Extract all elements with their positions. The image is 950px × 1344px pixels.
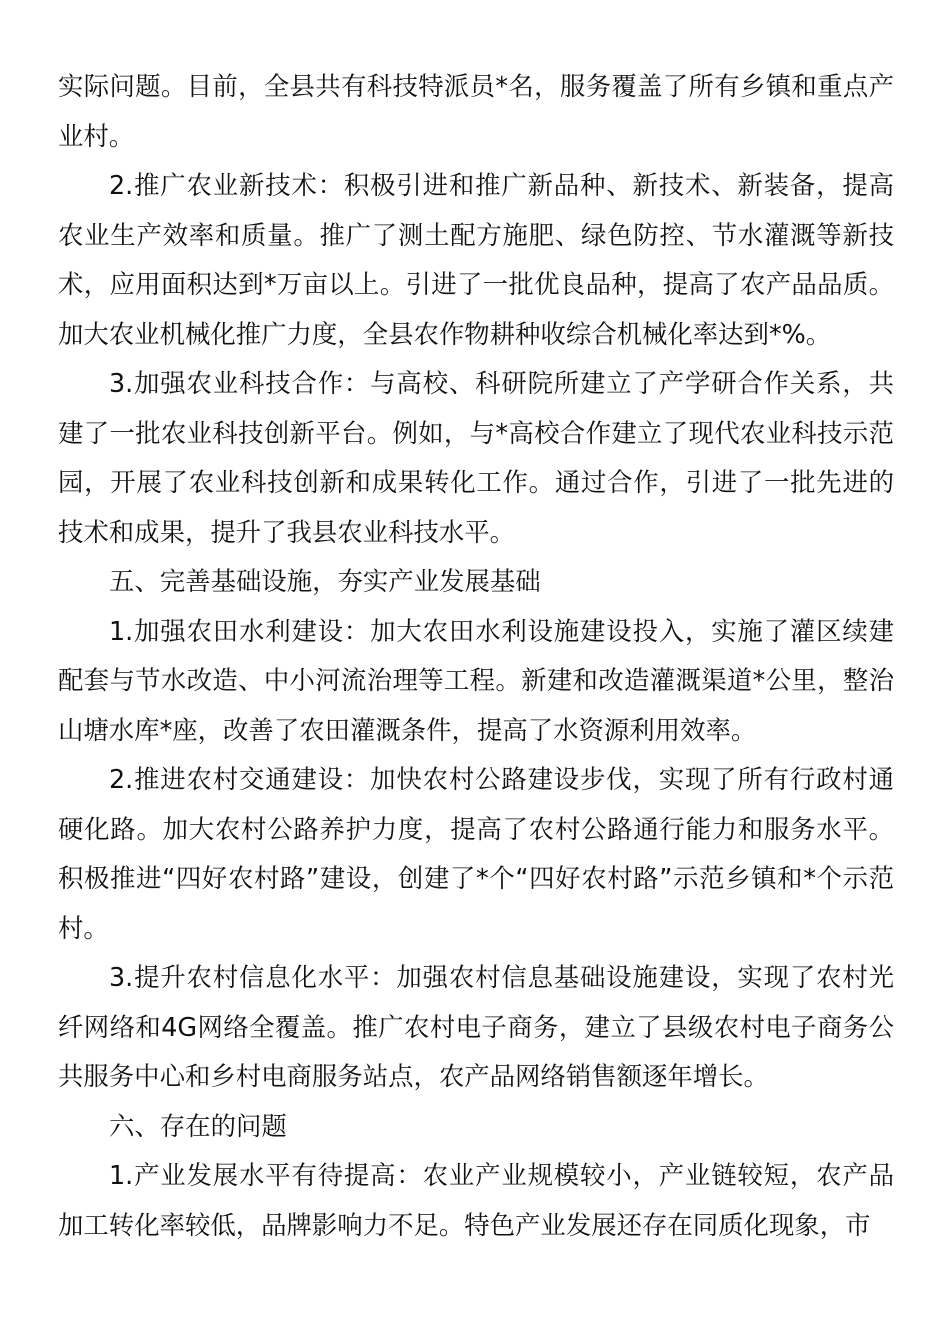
paragraph-rural-transport: 2.推进农村交通建设：加快农村公路建设步伐，实现了所有行政村通硬化路。加大农村公路养护力度，提高了农村公路通行能力和服务水平。积极推进“四好农村路”建设，创建了*个“四好农村路”示范乡镇和*个示范村。 <box>58 764 894 943</box>
paragraph-continuation: 实际问题。目前，全县共有科技特派员*名，服务覆盖了所有乡镇和重点产业村。 <box>58 71 894 151</box>
paragraph-agri-tech-promotion: 2.推广农业新技术：积极引进和推广新品种、新技术、新装备，提高农业生产效率和质量。推广了测土配方施肥、绿色防控、节水灌溉等新技术，应用面积达到*万亩以上。引进了一批优良品种，提高了农产品品质。加大农业机械化推广力度，全县农作物耕种收综合机械化率达到*%。 <box>58 170 894 349</box>
paragraph-industry-level: 1.产业发展水平有待提高：农业产业规模较小，产业链较短，农产品加工转化率较低，品牌影响力不足。特色产业发展还存在同质化现象，市 <box>58 1160 894 1240</box>
section-heading-problems: 六、存在的问题 <box>109 1110 287 1141</box>
paragraph-rural-informatization: 3.提升农村信息化水平：加强农村信息基础设施建设，实现了农村光纤网络和4G网络全覆盖。推广农村电子商务，建立了县级农村电子商务公共服务中心和乡村电商服务站点，农产品网络销售额逐年增长。 <box>58 962 894 1091</box>
paragraph-agri-tech-cooperation: 3.加强农业科技合作：与高校、科研院所建立了产学研合作关系，共建了一批农业科技创新平台。例如，与*高校合作建立了现代农业科技示范园，开展了农业科技创新和成果转化工作。通过合作，引进了一批先进的技术和成果，提升了我县农业科技水平。 <box>58 368 894 547</box>
document-page <box>58 62 894 1250</box>
paragraph-water-conservancy: 1.加强农田水利建设：加大农田水利设施建设投入，实施了灌区续建配套与节水改造、中小河流治理等工程。新建和改造灌溉渠道*公里，整治山塘水库*座，改善了农田灌溉条件，提高了水资源利用效率。 <box>58 615 894 745</box>
section-heading-infrastructure: 五、完善基础设施，夯实产业发展基础 <box>109 566 541 596</box>
